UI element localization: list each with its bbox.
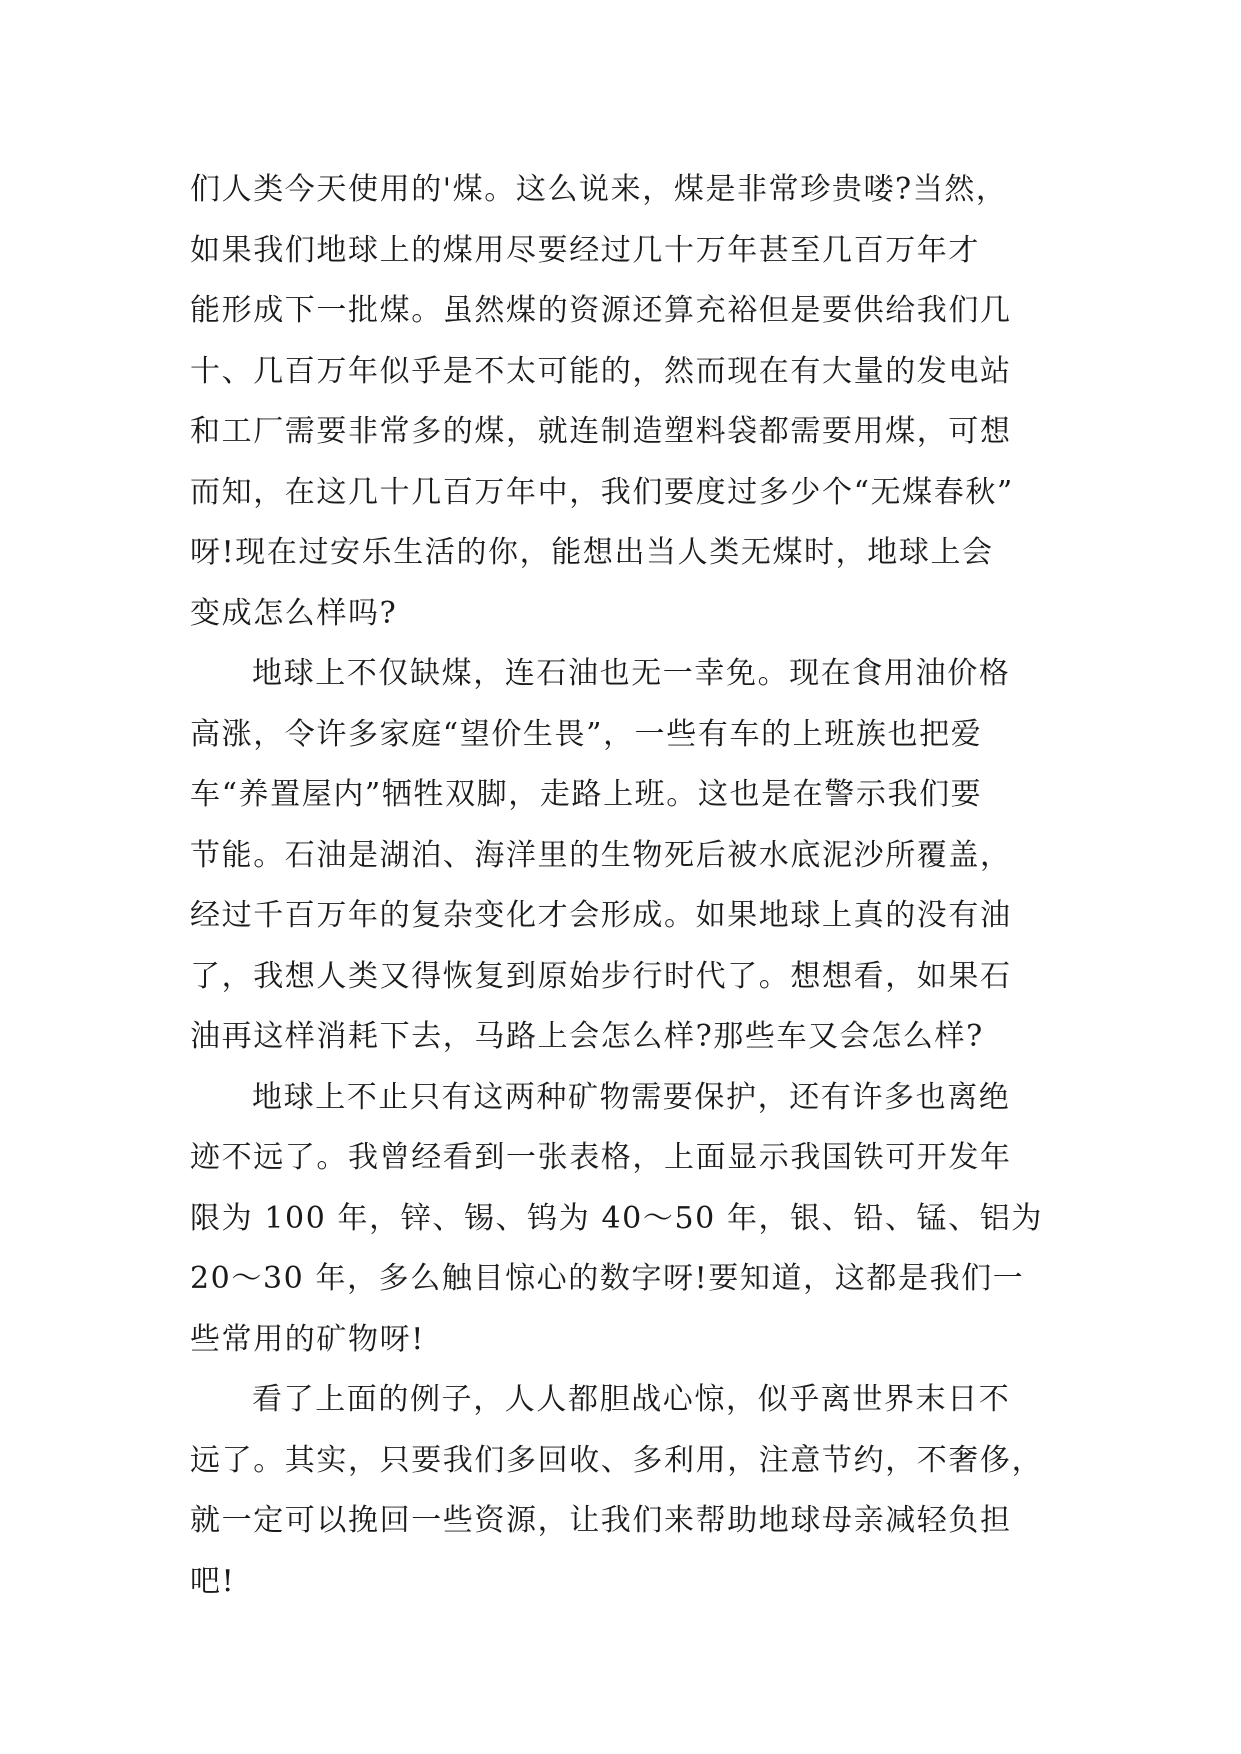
text-line: 十、几百万年似乎是不太可能的，然而现在有大量的发电站 [190,353,1012,389]
text-line: 而知，在这几十几百万年中，我们要度过多少个“无煤春秋” [190,474,1014,510]
text-line: 限为 100 年，锌、锡、钨为 40～50 年，银、铅、锰、铝为 [190,1200,1043,1236]
paragraph-first-line: 地球上不仅缺煤，连石油也无一幸免。现在食用油价格 [252,656,1011,691]
text-line: 20～30 年，多么触目惊心的数字呀!要知道，这都是我们一 [190,1261,1025,1296]
text-line: 就一定可以挽回一些资源，让我们来帮助地球母亲减轻负担 [190,1503,1012,1538]
paragraph-first-line: 看了上面的例子，人人都胆战心惊，似乎离世界末日不 [252,1382,1011,1417]
text-line: 经过千百万年的复杂变化才会形成。如果地球上真的没有油 [190,898,1012,933]
text-line: 高涨，令许多家庭“望价生畏”，一些有车的上班族也把爱 [190,716,983,752]
text-line: 能形成下一批煤。虽然煤的资源还算充裕但是要供给我们几 [190,293,1012,328]
text-line: 吧! [190,1563,236,1599]
text-line: 迹不远了。我曾经看到一张表格，上面显示我国铁可开发年 [190,1140,1012,1175]
text-line: 和工厂需要非常多的煤，就连制造塑料袋都需要用煤，可想 [190,414,1012,449]
document-body [190,160,1070,1612]
text-line: 了，我想人类又得恢复到原始步行时代了。想想看，如果石 [190,958,1012,994]
text-line: 们人类今天使用的'煤。这么说来，煤是非常珍贵喽?当然， [190,172,1008,207]
text-line: 如果我们地球上的煤用尽要经过几十万年甚至几百万年才 [190,232,980,268]
text-line: 远了。其实，只要我们多回收、多利用，注意节约，不奢侈， [190,1442,1044,1478]
text-line: 呀!现在过安乐生活的你，能想出当人类无煤时，地球上会 [190,535,994,570]
text-line: 变成怎么样吗? [190,595,398,631]
text-line: 些常用的矿物呀! [190,1321,425,1357]
text-line: 油再这样消耗下去，马路上会怎么样?那些车又会怎么样? [190,1019,984,1054]
paragraph-first-line: 地球上不止只有这两种矿物需要保护，还有许多也离绝 [252,1079,1011,1115]
text-line: 车“养置屋内”牺牲双脚，走路上班。这也是在警示我们要 [190,777,983,812]
text-line: 节能。石油是湖泊、海洋里的生物死后被水底泥沙所覆盖， [190,837,1012,873]
